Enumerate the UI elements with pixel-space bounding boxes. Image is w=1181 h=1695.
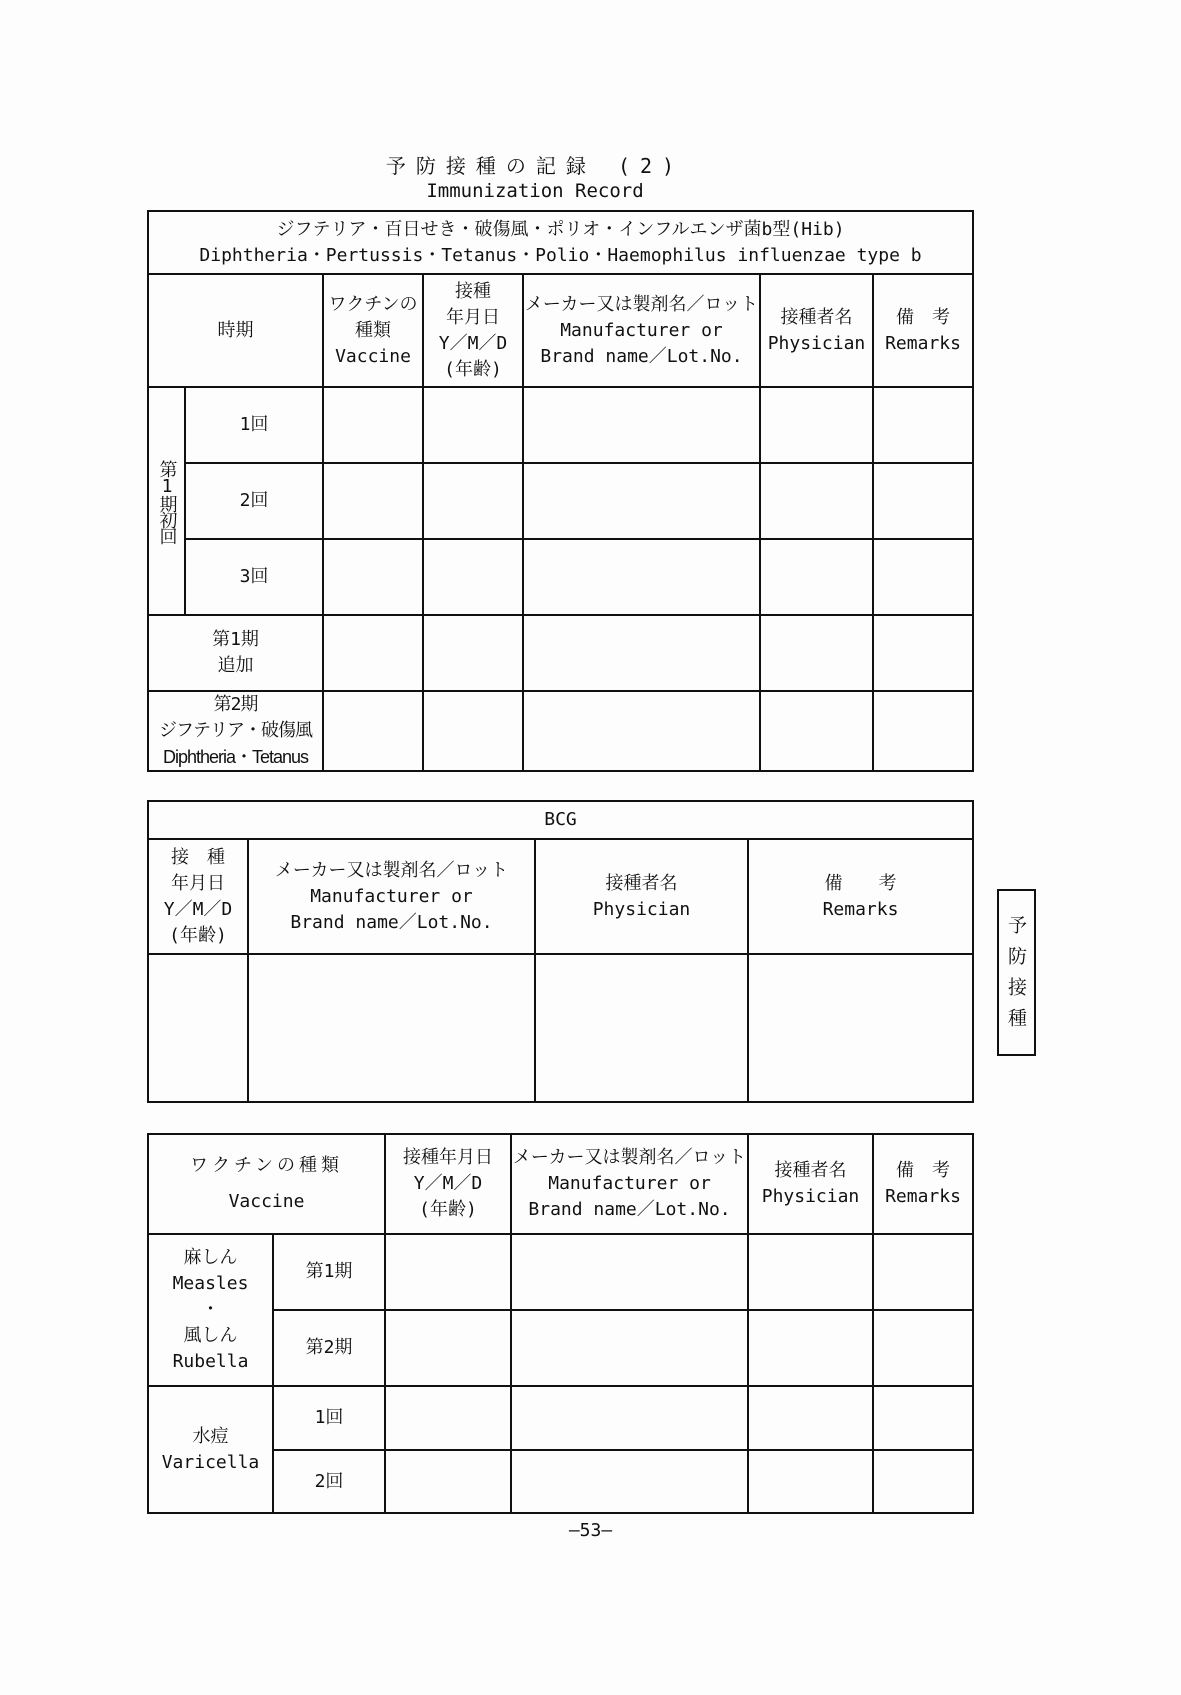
date-cell[interactable]	[385, 1450, 511, 1513]
physician-cell[interactable]	[760, 539, 873, 615]
col-date-age: (年齢)	[169, 924, 227, 946]
vaccine-cell[interactable]	[323, 615, 423, 691]
col-maker-en1: Manufacturer or	[560, 319, 723, 341]
col-date-en: Y／M／D	[438, 332, 508, 354]
vaccine-cell[interactable]	[323, 387, 423, 463]
col-remarks	[748, 839, 973, 954]
mr-line3: ・	[201, 1299, 220, 1320]
col-date-jp: 接種年月日	[403, 1147, 494, 1168]
date-cell[interactable]	[423, 615, 523, 691]
col-vaccine-en: Vaccine	[335, 345, 411, 367]
col-remarks-jp: 備 考	[824, 872, 897, 894]
table-row	[148, 387, 973, 463]
row-label: 2回	[273, 1450, 385, 1513]
remarks-cell[interactable]	[873, 615, 973, 691]
dpt-header-jp: ジフテリア・百日せき・破傷風・ポリオ・インフルエンザ菌b型(Hib)	[276, 218, 845, 240]
maker-cell[interactable]	[523, 691, 760, 771]
physician-cell[interactable]	[760, 691, 873, 771]
table-row	[148, 615, 973, 691]
date-cell[interactable]	[423, 387, 523, 463]
page-subtitle: Immunization Record	[426, 180, 644, 202]
col-maker	[523, 274, 760, 387]
col-vaccine-en: Vaccine	[228, 1191, 305, 1212]
mr-line2: Measles	[172, 1273, 249, 1294]
physician-cell[interactable]	[748, 1386, 873, 1450]
maker-cell[interactable]	[511, 1450, 748, 1513]
maker-cell[interactable]	[511, 1234, 748, 1310]
col-remarks-en: Remarks	[885, 1186, 961, 1207]
col-physician	[760, 274, 873, 387]
remarks-cell[interactable]	[873, 1386, 973, 1450]
col-maker-jp: メーカー又は製剤名／ロット	[274, 859, 509, 881]
col-physician-jp: 接種者名	[780, 306, 853, 328]
date-cell[interactable]	[423, 463, 523, 539]
col-maker-en2: Brand name／Lot.No.	[290, 911, 493, 933]
row-label: 2回	[185, 463, 323, 539]
col-remarks	[873, 1134, 973, 1234]
col-maker-en1: Manufacturer or	[310, 885, 473, 907]
col-physician-en: Physician	[767, 332, 866, 354]
col-vaccine-jp2: 種類	[355, 319, 391, 341]
col-maker-en2: Brand name／Lot.No.	[528, 1199, 731, 1220]
varicella-label	[148, 1386, 273, 1513]
row-label: 第2期	[273, 1310, 385, 1386]
booster-line1: 第1期	[212, 629, 259, 650]
col-vaccine	[148, 1134, 385, 1234]
col-date-en: Y／M／D	[163, 898, 233, 920]
section-side-tab	[997, 889, 1036, 1056]
physician-cell[interactable]	[760, 387, 873, 463]
group-label-text: 第1期初回	[156, 459, 178, 543]
col-vaccine-jp: ワクチンの種類	[189, 1155, 344, 1176]
side-tab-label: 予防接種	[1005, 915, 1027, 1039]
mr-line5: Rubella	[172, 1351, 249, 1372]
col-remarks	[873, 274, 973, 387]
remarks-cell[interactable]	[873, 1234, 973, 1310]
physician-cell[interactable]	[748, 1234, 873, 1310]
col-date-age: (年齢)	[419, 1199, 477, 1220]
col-vaccine	[323, 274, 423, 387]
col-physician-jp: 接種者名	[774, 1160, 847, 1181]
col-remarks-jp: 備 考	[896, 306, 951, 328]
col-maker-en1: Manufacturer or	[548, 1173, 711, 1194]
mr-line1: 麻しん	[183, 1247, 238, 1268]
col-physician-en: Physician	[761, 1186, 860, 1207]
col-remarks-jp: 備 考	[896, 1160, 951, 1181]
varicella-line1: 水痘	[192, 1425, 229, 1447]
vaccine-cell[interactable]	[323, 463, 423, 539]
row-label-booster	[148, 615, 323, 691]
col-physician-en: Physician	[592, 898, 691, 920]
bcg-table	[147, 800, 974, 1103]
row-label: 第1期	[273, 1234, 385, 1310]
date-cell[interactable]	[385, 1310, 511, 1386]
col-date-jp2: 年月日	[446, 306, 500, 328]
physician-cell[interactable]	[760, 615, 873, 691]
col-maker-jp: メーカー又は製剤名／ロット	[524, 293, 759, 315]
date-cell[interactable]	[423, 691, 523, 771]
remarks-cell[interactable]	[873, 691, 973, 771]
table-row	[148, 1234, 973, 1310]
col-physician	[535, 839, 748, 954]
maker-cell[interactable]	[523, 615, 760, 691]
maker-cell[interactable]	[511, 1386, 748, 1450]
group-label-primary	[148, 387, 185, 615]
physician-cell[interactable]	[748, 1310, 873, 1386]
col-vaccine-jp1: ワクチンの	[328, 293, 418, 315]
table-row	[148, 463, 973, 539]
table-row	[148, 539, 973, 615]
remarks-cell[interactable]	[873, 1310, 973, 1386]
col-date-jp1: 接種	[455, 280, 491, 302]
phase2-line2: ジフテリア・破傷風	[159, 720, 312, 741]
col-remarks-en: Remarks	[885, 332, 961, 354]
col-date-jp2: 年月日	[171, 872, 225, 894]
remarks-cell[interactable]	[873, 387, 973, 463]
col-physician-jp: 接種者名	[605, 872, 678, 894]
col-date-age: (年齢)	[444, 358, 502, 380]
mr-varicella-table	[147, 1133, 974, 1514]
mr-line4: 風しん	[183, 1325, 238, 1346]
col-physician	[748, 1134, 873, 1234]
remarks-cell[interactable]	[873, 1450, 973, 1513]
dpt-header	[148, 211, 973, 274]
page-number: —53—	[568, 1520, 613, 1541]
row-label: 1回	[273, 1386, 385, 1450]
maker-cell[interactable]	[511, 1310, 748, 1386]
phase2-line1: 第2期	[213, 694, 258, 715]
row-label: 3回	[185, 539, 323, 615]
col-maker	[511, 1134, 748, 1234]
col-date-jp1: 接 種	[171, 846, 225, 868]
col-date	[385, 1134, 511, 1234]
remarks-cell[interactable]	[748, 954, 973, 1102]
maker-cell[interactable]	[248, 954, 535, 1102]
bcg-header: BCG	[148, 801, 973, 839]
date-cell[interactable]	[385, 1234, 511, 1310]
varicella-line2: Varicella	[161, 1451, 260, 1473]
remarks-cell[interactable]	[873, 463, 973, 539]
physician-cell[interactable]	[748, 1450, 873, 1513]
dpt-header-en: Diphtheria・Pertussis・Tetanus・Polio・Haemophilus influenzae type b	[199, 244, 922, 266]
col-maker-jp: メーカー又は製剤名／ロット	[512, 1147, 747, 1168]
date-cell[interactable]	[385, 1386, 511, 1450]
maker-cell[interactable]	[523, 539, 760, 615]
dpt-ipv-hib-table	[147, 210, 974, 772]
date-cell[interactable]	[423, 539, 523, 615]
col-date	[423, 274, 523, 387]
maker-cell[interactable]	[523, 387, 760, 463]
col-date	[148, 839, 248, 954]
physician-cell[interactable]	[760, 463, 873, 539]
page-title: 予防接種の記録 (2)	[385, 154, 685, 178]
table-row	[148, 954, 973, 1102]
row-label: 1回	[185, 387, 323, 463]
col-remarks-en: Remarks	[822, 898, 899, 920]
booster-line2: 追加	[217, 655, 254, 676]
maker-cell[interactable]	[523, 463, 760, 539]
remarks-cell[interactable]	[873, 539, 973, 615]
table-row	[148, 691, 973, 771]
vaccine-cell[interactable]	[323, 691, 423, 771]
mr-label	[148, 1234, 273, 1386]
physician-cell[interactable]	[535, 954, 748, 1102]
row-label-phase2	[148, 691, 323, 771]
col-maker	[248, 839, 535, 954]
vaccine-cell[interactable]	[323, 539, 423, 615]
phase2-line3: Diphtheria・Tetanus	[162, 747, 309, 767]
col-maker-en2: Brand name／Lot.No.	[540, 345, 743, 367]
date-cell[interactable]	[148, 954, 248, 1102]
col-date-en: Y／M／D	[413, 1173, 483, 1194]
col-period: 時期	[148, 274, 323, 387]
table-row	[148, 1386, 973, 1450]
